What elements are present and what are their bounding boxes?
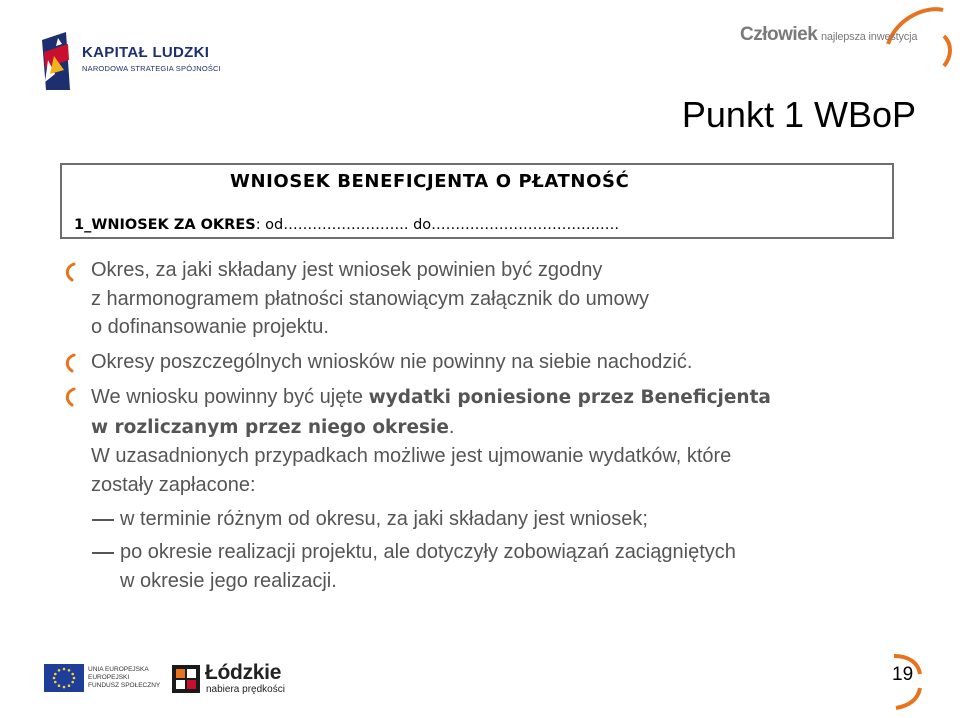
slide-title: Punkt 1 WBoP <box>681 94 916 135</box>
bullet-3-suffix: . <box>448 415 455 438</box>
form-heading: WNIOSEK BENEFICJENTA O PŁATNOŚĆ <box>230 171 630 192</box>
kapital-ludzki-emblem <box>40 30 74 92</box>
lodzkie-logo-icon <box>172 665 200 693</box>
form-excerpt-box <box>60 163 894 239</box>
bullet-1-line-1: Okres, za jaki składany jest wniosek powinien być zgodny <box>91 259 603 281</box>
page-number: 19 <box>892 664 914 685</box>
bullet-3-line-1 <box>91 383 891 413</box>
kapital-ludzki-logo <box>40 30 230 92</box>
bullet-icon <box>62 261 78 283</box>
dash-bullet-icon <box>92 552 114 554</box>
czlowiek-name: Człowiek <box>740 24 818 45</box>
subitem-2-line-2: w okresie jego realizacji. <box>120 569 337 592</box>
form-period-label: 1_WNIOSEK ZA OKRES <box>74 217 256 233</box>
form-period-fields: : od…………………….. do……………………………..…. <box>255 217 619 233</box>
lodzkie-name: Łódzkie <box>205 661 282 684</box>
bullet-3-line-4: zostały zapłacone: <box>91 473 256 496</box>
bullet-3-prefix: We wniosku powinny być ujęte <box>91 386 369 408</box>
bullet-text-2 <box>91 348 891 377</box>
kapital-ludzki-title: KAPITAŁ LUDZKI <box>82 44 210 61</box>
bullet-3-line-2 <box>91 413 891 443</box>
dash-bullet-icon <box>92 519 114 521</box>
eu-flag-icon <box>44 664 84 692</box>
bullet-1-line-3: o dofinansowanie projektu. <box>91 316 329 338</box>
lodzkie-tagline: nabiera prędkości <box>206 684 285 695</box>
bullet-icon <box>62 352 78 374</box>
subitem-text-2 <box>120 538 920 595</box>
subitem-1-line-1: w terminie różnym od okresu, za jaki składany jest wniosek; <box>120 508 648 530</box>
bullet-3-bold-2: w rozliczanym przez niego okresie <box>91 416 449 438</box>
bullet-3-bold-1: wydatki poniesione przez Beneficjenta <box>368 387 771 408</box>
form-period-row <box>74 217 619 233</box>
czlowiek-logo <box>738 4 960 70</box>
czlowiek-tagline: najlepsza inwestycja <box>821 31 918 43</box>
bullet-icon <box>62 386 78 408</box>
subitem-2-line-1: po okresie realizacji projektu, ale dotyczyły zobowiązań zaciągniętych <box>120 541 736 563</box>
eu-label: UNIA EUROPEJSKA EUROPEJSKI FUNDUSZ SPOŁECZNY <box>88 666 161 689</box>
bullet-1-line-2: z harmonogramem płatności stanowiącym załącznik do umowy <box>91 287 650 310</box>
bullet-text-1 <box>91 256 891 342</box>
bullet-3-line-3: W uzasadnionych przypadkach możliwe jest ujmowanie wydatków, które <box>91 445 732 467</box>
bullet-text-3 <box>91 383 891 499</box>
bullet-2-line-1: Okresy poszczególnych wniosków nie powinny na siebie nachodzić. <box>91 351 693 373</box>
kapital-ludzki-subtitle: NARODOWA STRATEGIA SPÓJNOŚCI <box>82 64 221 73</box>
subitem-text-1 <box>120 505 920 534</box>
